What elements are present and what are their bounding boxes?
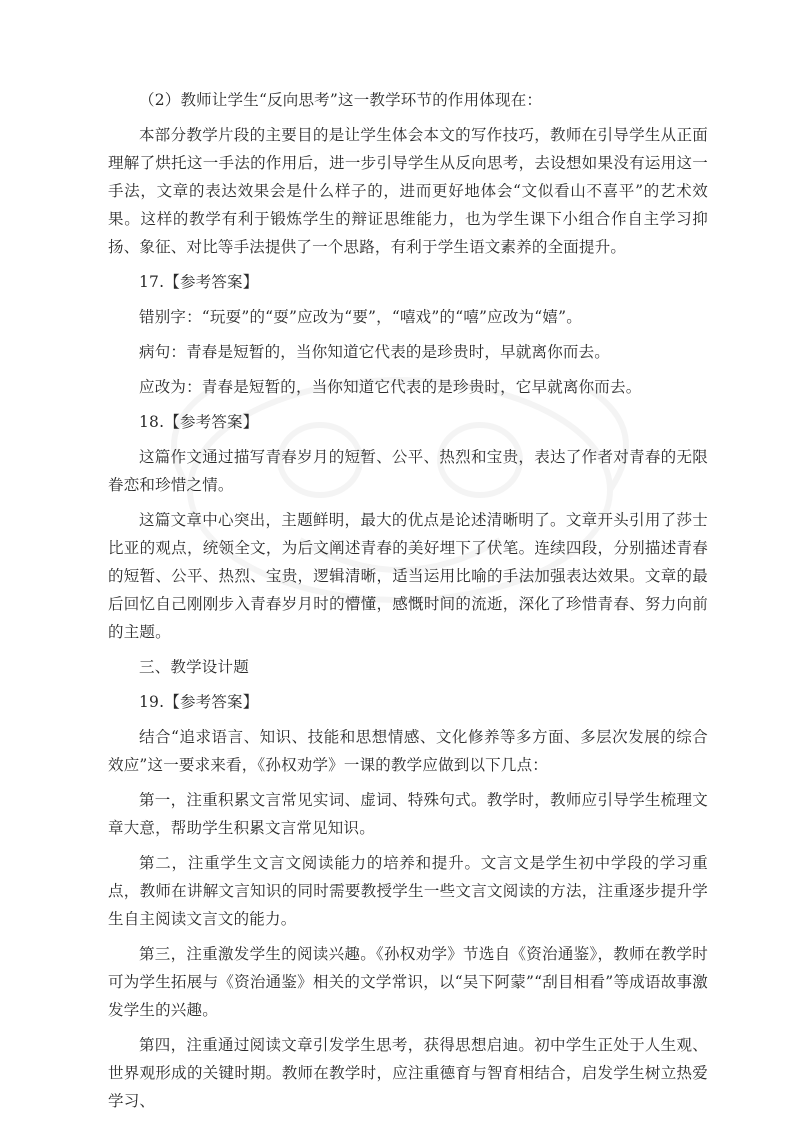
q16-sub2-line: （2）教师让学生“反向思考”这一教学环节的作用体现在： [139,91,543,109]
q19-paragraph-4: 第三，注重激发学生的阅读兴趣。《孙权劝学》节选自《资治通鉴》，教师在教学时可为学生拓展与《资治通鉴》相关的文学常识，以“吴下阿蒙”“刮目相看”等成语故事激发学生的兴趣。 [108,945,708,1019]
q18-paragraph-1: 这篇作文通过描写青春岁月的短暂、公平、热烈和宝贵，表达了作者对青春的无限眷恋和珍惜之情。 [108,448,708,494]
q19-paragraph-2: 第一，注重积累文言常见实词、虚词、特殊句式。教学时，教师应引导学生梳理文章大意，帮助学生积累文言常见知识。 [108,791,708,837]
q19-paragraph-1: 结合“追求语言、知识、技能和思想情感、文化修养等多方面、多层次发展的综合效应”这一要求来看，《孙权劝学》一课的教学应做到以下几点： [108,728,708,774]
q18-heading: 18.【参考答案】 [139,413,259,431]
q18-paragraph-2: 这篇文章中心突出，主题鲜明，最大的优点是论述清晰明了。文章开头引用了莎士比亚的观点，统领全文，为后文阐述青春的美好埋下了伏笔。连续四段，分别描述青春的短暂、公平、热烈、宝贵，逻辑清晰，适当运用比喻的手法加强表达效果。文章的最后回忆自己刚刚步入青春岁月时的懵懂，感慨时间的流逝，深化了珍惜青春、努力向前的主题。 [108,511,708,641]
q17-line-typos: 错别字：“玩耍”的“耍”应改为“要”，“嘻戏”的“嘻”应改为“嬉”。 [139,308,582,326]
q17-line-faulty-sentence: 病句：青春是短暂的，当你知道它代表的是珍贵时，早就离你而去。 [139,343,611,361]
document-body [108,86,708,1122]
q17-line-correction: 应改为：青春是短暂的，当你知道它代表的是珍贵时，它早就离你而去。 [139,378,642,396]
q17-heading: 17.【参考答案】 [139,273,259,291]
section-3-heading: 三、教学设计题 [139,658,249,676]
q16-sub2-paragraph: 本部分教学片段的主要目的是让学生体会本文的写作技巧，教师在引导学生从正面理解了烘托这一手法的作用后，进一步引导学生从反向思考，去设想如果没有运用这一手法，文章的表达效果会是什么样子的，进而更好地体会“文似看山不喜平”的艺术效果。这样的教学有利于锻炼学生的辩证思维能力，也为学生课下小组合作自主学习抑扬、象征、对比等手法提供了一个思路，有利于学生语文素养的全面提升。 [108,126,708,256]
q19-heading: 19.【参考答案】 [139,693,259,711]
q19-paragraph-5: 第四，注重通过阅读文章引发学生思考，获得思想启迪。初中学生正处于人生观、世界观形成的关键时期。教师在教学时，应注重德育与智育相结合，启发学生树立热爱学习、 [108,1036,708,1110]
q19-paragraph-3: 第二，注重学生文言文阅读能力的培养和提升。文言文是学生初中学段的学习重点，教师在讲解文言知识的同时需要教授学生一些文言文阅读的方法，注重逐步提升学生自主阅读文言文的能力。 [108,854,708,928]
